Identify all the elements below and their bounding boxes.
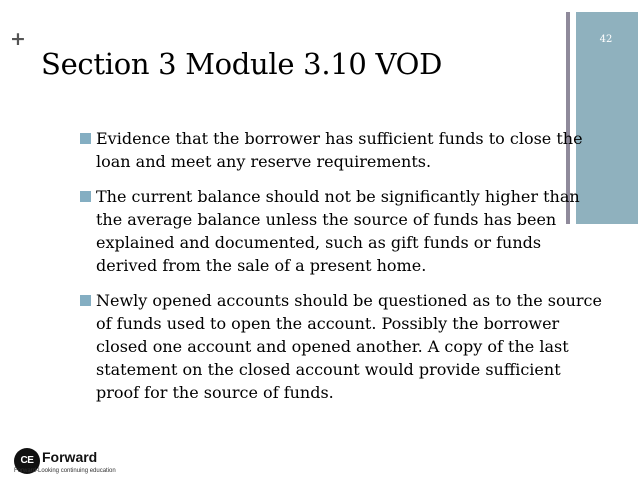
bullet-text: Newly opened accounts should be questioned as to the source of funds used to open the account. Possibly the borrower closed one account and opened another. A copy of the last statement on the closed account would provide sufficient proof for the source of funds. [96,291,602,402]
logo-wordmark: Forward [42,449,98,465]
bullet-item [76,127,606,173]
square-bullet-icon [80,295,91,306]
bullet-text: Evidence that the borrower has sufficient funds to close the loan and meet any reserve requirements. [96,129,583,171]
square-bullet-icon [80,191,91,202]
ce-forward-logo [14,448,124,474]
slide-title: Section 3 Module 3.10 VOD [41,47,443,81]
bullet-item [76,289,606,404]
page-number: 42 [599,34,613,45]
bullet-text: The current balance should not be significantly higher than the average balance unless the source of funds has been explained and documented, such as gift funds or funds derived from the sale of a present home. [96,187,580,275]
logo-tagline: Forward-Looking continuing education [14,468,116,474]
logo-mark: CE [14,448,40,474]
plus-icon: + [10,28,26,50]
bullet-list [76,127,606,416]
square-bullet-icon [80,133,91,144]
bullet-item [76,185,606,277]
